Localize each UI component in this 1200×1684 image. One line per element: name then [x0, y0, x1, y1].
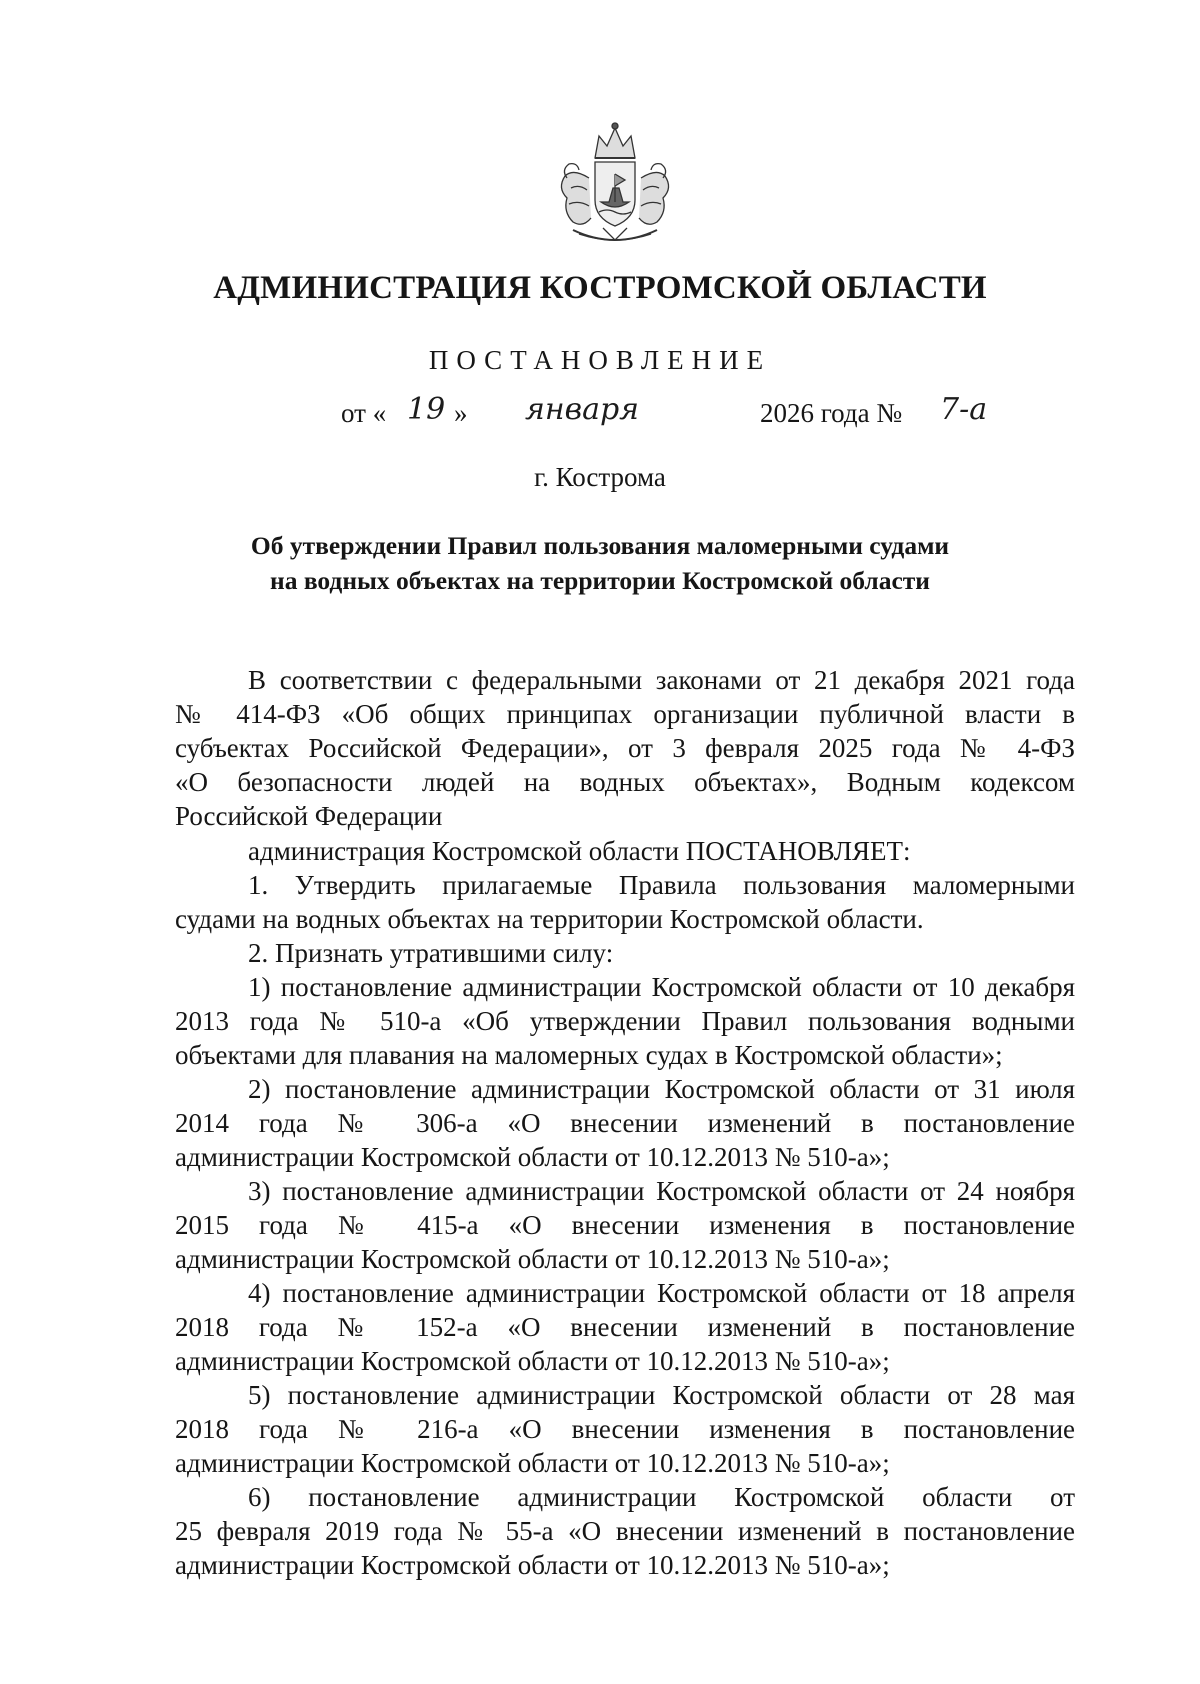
- body-line: 4) постановление администрации Костромской области от 18 апреля: [248, 1278, 1075, 1308]
- body-line: 2018 года № 216-а «О внесении изменения в постановление: [175, 1414, 1075, 1444]
- body-line: 2015 года № 415-а «О внесении изменения в постановление: [175, 1210, 1075, 1240]
- date-year: 2026 года №: [760, 398, 903, 428]
- body-line: 1. Утвердить прилагаемые Правила пользования маломерными: [248, 870, 1075, 900]
- body-line: 6) постановление администрации Костромской области от: [248, 1482, 1075, 1512]
- body-line: администрации Костромской области от 10.12.2013 № 510-а»;: [175, 1244, 890, 1274]
- body-line: 2013 года № 510-а «Об утверждении Правил пользования водными: [175, 1006, 1075, 1036]
- body-line: судами на водных объектах на территории Костромской области.: [175, 904, 924, 934]
- body-line: Российской Федерации: [175, 801, 443, 831]
- body-line: администрации Костромской области от 10.12.2013 № 510-а»;: [175, 1142, 890, 1172]
- city: г. Кострома: [534, 462, 666, 492]
- body-line: № 414-ФЗ «Об общих принципах организации публичной власти в: [175, 699, 1075, 729]
- body-line: администрация Костромской области ПОСТАНОВЛЯЕТ:: [248, 836, 911, 866]
- body-line: 2014 года № 306-а «О внесении изменений в постановление: [175, 1108, 1075, 1138]
- body-line: 5) постановление администрации Костромской области от 28 мая: [248, 1380, 1075, 1410]
- subject-line-2: на водных объектах на территории Костромской области: [270, 566, 930, 595]
- body-line: субъектах Российской Федерации», от 3 февраля 2025 года № 4-ФЗ: [175, 733, 1075, 763]
- body-line: 25 февраля 2019 года № 55-а «О внесении изменений в постановление: [175, 1516, 1075, 1546]
- body-line: 2018 года № 152-а «О внесении изменений в постановление: [175, 1312, 1075, 1342]
- body-line: 1) постановление администрации Костромской области от 10 декабря: [248, 972, 1075, 1002]
- body-line: администрации Костромской области от 10.12.2013 № 510-а»;: [175, 1346, 890, 1376]
- body-line: 2) постановление администрации Костромской области от 31 июля: [248, 1074, 1075, 1104]
- organization-title: АДМИНИСТРАЦИЯ КОСТРОМСКОЙ ОБЛАСТИ: [213, 270, 987, 306]
- body-line: объектами для плавания на маломерных судах в Костромской области»;: [175, 1040, 1003, 1070]
- date-quote-close: »: [454, 398, 468, 428]
- date-day-handwritten: 19: [407, 392, 446, 427]
- subject-line-1: Об утверждении Правил пользования маломерными судами: [250, 531, 950, 560]
- date-prefix: от «: [341, 398, 387, 428]
- body-line: В соответствии с федеральными законами от 21 декабря 2021 года: [248, 665, 1075, 695]
- coat-of-arms-emblem: [543, 118, 687, 250]
- document-type: ПОСТАНОВЛЕНИЕ: [428, 345, 772, 375]
- date-month-handwritten: января: [525, 392, 640, 427]
- document-number-handwritten: 7-а: [940, 392, 988, 427]
- body-line: администрации Костромской области от 10.12.2013 № 510-а»;: [175, 1550, 890, 1580]
- body-line: 3) постановление администрации Костромской области от 24 ноября: [248, 1176, 1075, 1206]
- document-subject: [160, 528, 1040, 598]
- body-line: администрации Костромской области от 10.12.2013 № 510-а»;: [175, 1448, 890, 1478]
- body-line: 2. Признать утратившими силу:: [248, 938, 614, 968]
- body-line: «О безопасности людей на водных объектах», Водным кодексом: [175, 767, 1075, 797]
